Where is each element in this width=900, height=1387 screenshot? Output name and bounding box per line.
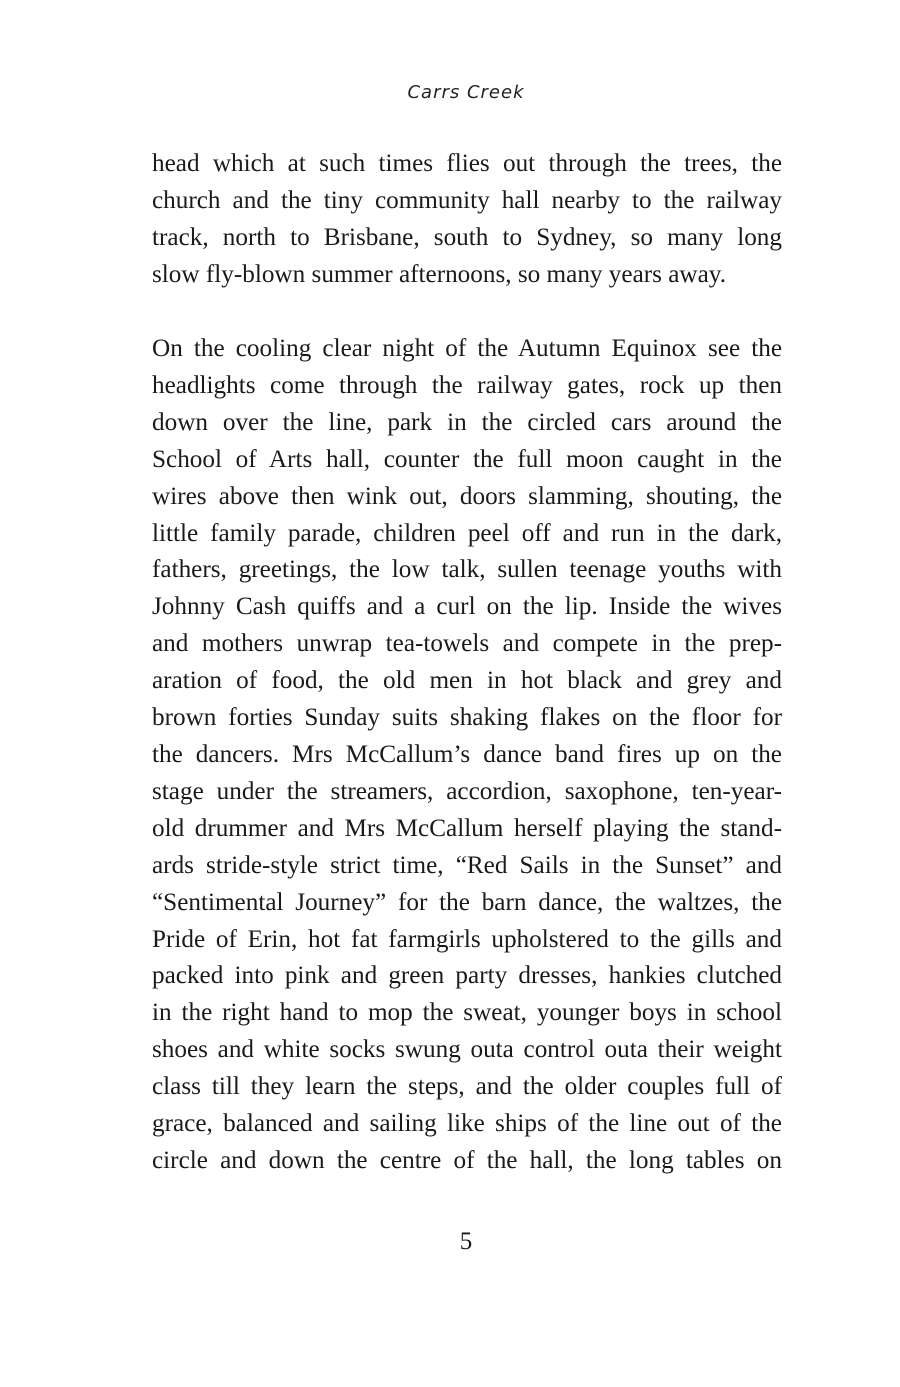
text-line: down over the line, park in the circled cars around the (152, 408, 782, 436)
text-line: ards stride-style strict time, “Red Sails in the Sunset” and (152, 851, 782, 879)
running-head: Carrs Creek (407, 82, 525, 103)
paragraph-1 (152, 146, 782, 294)
text-line: grace, balanced and sailing like ships of the line out of the (152, 1110, 782, 1138)
text-line: church and the tiny community hall nearby to the railway (152, 186, 782, 214)
text-line: wires above then wink out, doors slamming, shouting, the (152, 482, 782, 510)
page-number: 5 (459, 1228, 473, 1255)
text-line: circle and down the centre of the hall, the long tables on (152, 1146, 782, 1174)
text-line: On the cooling clear night of the Autumn Equinox see the (152, 335, 782, 362)
text-line: aration of food, the old men in hot black and grey and (152, 667, 782, 695)
text-line: class till they learn the steps, and the older couples full of (152, 1073, 782, 1101)
text-line: the dancers. Mrs McCallum’s dance band fires up on the (152, 740, 782, 768)
text-line: School of Arts hall, counter the full moon caught in the (152, 445, 782, 473)
text-line: in the right hand to mop the sweat, younger boys in school (152, 999, 782, 1027)
paragraph-2 (152, 331, 782, 1180)
text-line: brown forties Sunday suits shaking flakes on the floor for (152, 704, 782, 732)
text-line: little family parade, children peel off and run in the dark, (152, 519, 782, 547)
text-line: Pride of Erin, hot fat farmgirls upholstered to the gills and (152, 925, 782, 953)
text-line: and mothers unwrap tea-towels and compete in the prep- (152, 630, 782, 658)
text-line: stage under the streamers, accordion, saxophone, ten-year- (152, 777, 782, 805)
text-line: headlights come through the railway gates, rock up then (152, 371, 782, 399)
text-line: fathers, greetings, the low talk, sullen teenage youths with (152, 556, 782, 584)
text-line: slow fly-blown summer afternoons, so many years away. (152, 260, 727, 288)
text-line: Johnny Cash quiffs and a curl on the lip. Inside the wives (152, 593, 782, 621)
text-line: head which at such times flies out through the trees, the (152, 150, 782, 177)
text-line: packed into pink and green party dresses, hankies clutched (152, 962, 782, 990)
text-line: track, north to Brisbane, south to Sydney, so many long (152, 223, 782, 251)
text-line: shoes and white socks swung outa control outa their weight (152, 1036, 782, 1064)
text-line: old drummer and Mrs McCallum herself playing the stand- (152, 814, 782, 842)
text-line: “Sentimental Journey” for the barn dance, the waltzes, the (152, 888, 782, 916)
